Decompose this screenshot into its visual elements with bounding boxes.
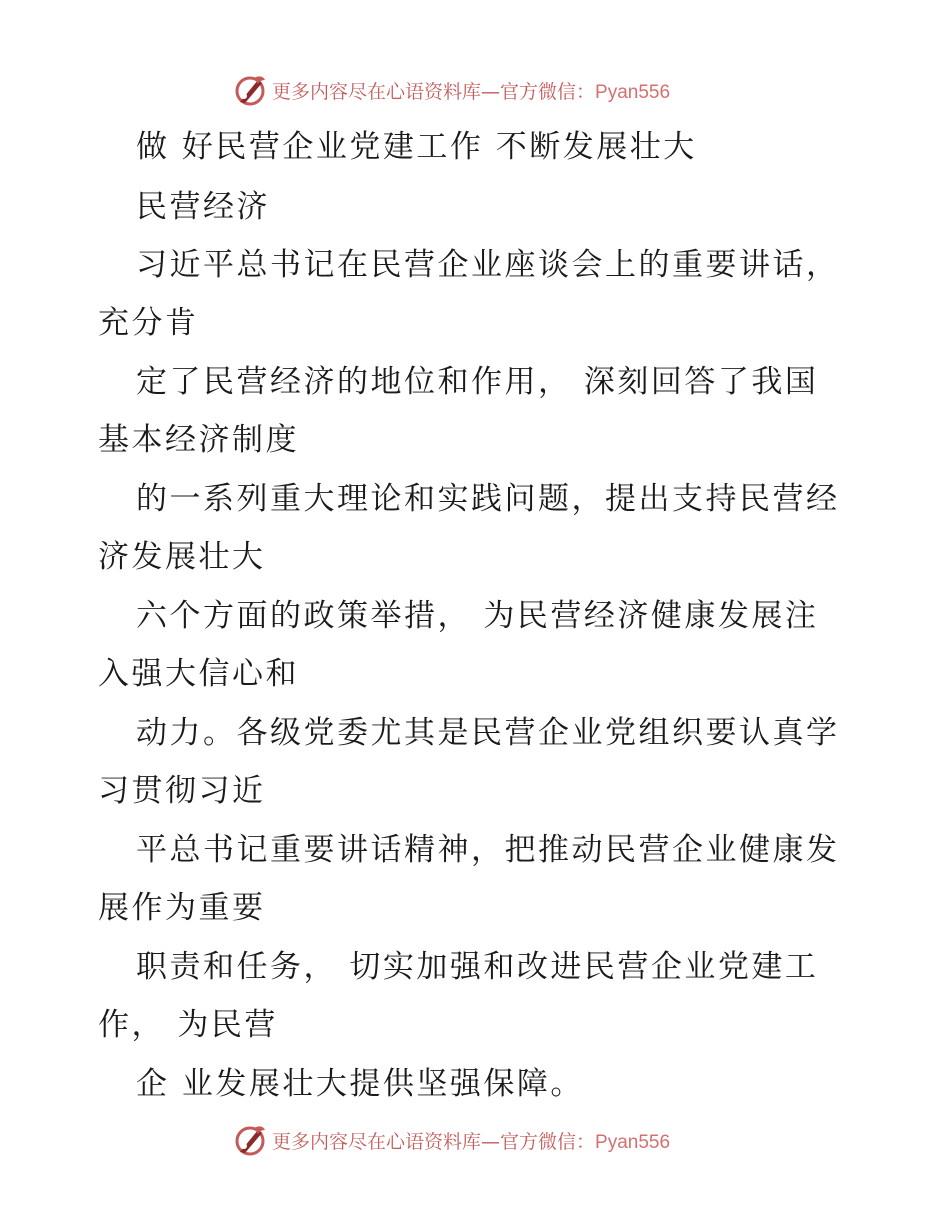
paragraph-line: 济发展壮大 [98,539,266,575]
footer-banner-handle: Pyan556 [595,1131,671,1153]
paragraph-line: 职责和任务， 切实加强和改进民营企业党建工 [136,949,819,985]
document-title-line-1: 做 好民营企业党建工作 不断发展壮大 [136,129,697,165]
paragraph-line: 动力。各级党委尤其是民营企业党组织要认真学 [136,715,840,751]
paragraph-line: 的一系列重大理论和实践问题，提出支持民营经 [136,481,840,517]
paragraph-line: 六个方面的政策举措， 为民营经济健康发展注 [136,598,819,634]
paragraph-line: 习贯彻习近 [98,773,266,809]
footer-banner-label: 更多内容尽在心语资料库—官方微信： [272,1130,596,1153]
footer-banner-text [272,1127,670,1154]
header-banner-label: 更多内容尽在心语资料库—官方微信： [272,80,596,103]
paragraph-line: 定了民营经济的地位和作用， 深刻回答了我国 [136,364,819,400]
paragraph-line: 企 业发展壮大提供坚强保障。 [136,1066,584,1102]
header-banner-handle: Pyan556 [595,81,671,103]
paragraph-line: 平总书记重要讲话精神，把推动民营企业健康发 [136,832,840,868]
paragraph-line: 习近平总书记在民营企业座谈会上的重要讲话， [136,247,840,283]
paragraph-line: 基本经济制度 [98,422,299,458]
footer-banner [232,1120,670,1160]
paragraph-line: 展作为重要 [98,890,266,926]
document-title-line-2: 民营经济 [136,189,270,225]
quill-pen-logo-icon [232,1122,268,1158]
paragraph-line: 入强大信心和 [98,656,299,692]
paragraph-line: 作， 为民营 [98,1007,278,1043]
paragraph-line: 充分肯 [98,305,199,341]
